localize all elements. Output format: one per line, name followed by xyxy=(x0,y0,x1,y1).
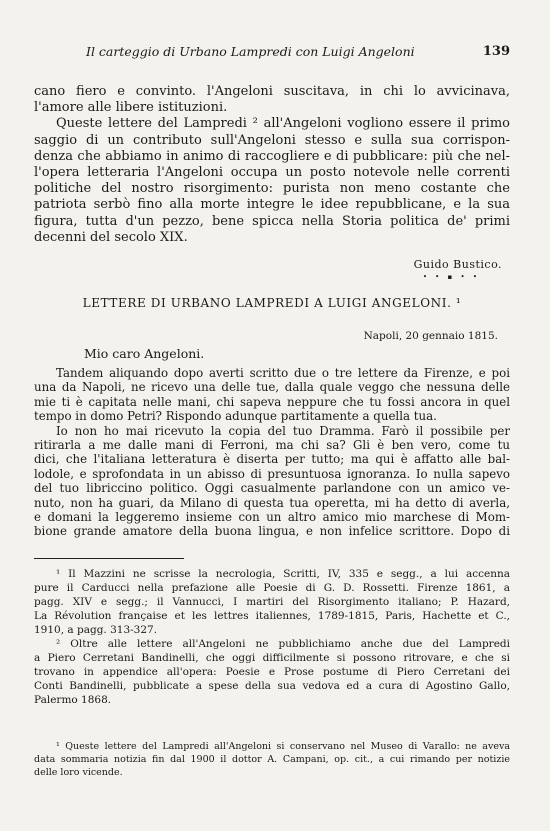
letter-salutation: Mio caro Angeloni. xyxy=(84,346,205,361)
signature-ornament: • • ▪ • • xyxy=(422,273,480,281)
text-line: lodole, e sprofondata in un abisso di presuntuosa ignoranza. Io nulla sapevo xyxy=(34,466,510,481)
footnote-divider xyxy=(34,558,184,559)
text-line: Queste lettere del Lampredi ² all'Angeloni vogliono essere il primo xyxy=(56,116,510,132)
running-header xyxy=(34,44,510,62)
footnote-line: ² Oltre alle lettere all'Angeloni ne pubblichiamo anche due del Lampredi xyxy=(56,638,510,650)
text-line: tempo in domo Petri? Rispondo adunque partitamente a quella tua. xyxy=(34,409,437,424)
text-line: Io non ho mai ricevuto la copia del tuo Dramma. Farò il possibile per xyxy=(56,423,510,438)
footnote-line: trovano in appendice all'opera: Poesie e Prose postume di Piero Cerretani dei xyxy=(34,666,510,678)
text-line: Tandem aliquando dopo averti scritto due o tre lettere da Firenze, e poi xyxy=(56,366,510,380)
secondary-footnotes xyxy=(34,740,510,779)
footnote-line: pure il Carducci nella prefazione alle Poesie di G. D. Rossetti. Firenze 1861, a xyxy=(34,582,510,594)
running-title: Il carteggio di Urbano Lampredi con Luigi Angeloni xyxy=(86,44,415,59)
text-line: denza che abbiamo in animo di raccogliere e di pubblicare: più che nel- xyxy=(34,148,510,164)
text-line: decenni del secolo XIX. xyxy=(34,229,188,245)
text-line: una da Napoli, ne ricevo una delle tue, dalla quale veggo che nessuna delle xyxy=(34,380,510,395)
text-line: patriota serbò fino alla morte integre le idee repubblicane, e la sua xyxy=(34,197,510,213)
footnote-line: La Révolution française et les lettres italiennes, 1789-1815, Paris, Hachette et C., xyxy=(34,610,510,622)
letter-text xyxy=(34,366,510,539)
footnote-line: 1910, a pagg. 313-327. xyxy=(34,624,158,636)
footnote-line: ¹ Queste lettere del Lampredi all'Angeloni si conservano nel Museo di Varallo: ne aveva xyxy=(56,741,510,752)
author-signature: Guido Bustico. xyxy=(413,258,502,271)
text-line: ritirarla a me dalle mani di Ferroni, ma chi sa? Gli è ben vero, come tu xyxy=(34,438,510,453)
letter-date: Napoli, 20 gennaio 1815. xyxy=(363,330,498,342)
text-line: l'amore alle libere istituzioni. xyxy=(34,100,228,116)
text-line: dici, che l'italiana letteratura è diserta per tutto; ma qui è affatto alle bal- xyxy=(34,452,510,467)
text-line: bione grande amatore della buona lingua, e non infelice scrittore. Dopo di xyxy=(34,524,510,539)
text-line: del tuo libriccino politico. Oggi casualmente parlandone con un amico ve- xyxy=(34,481,510,496)
section-title: LETTERE DI URBANO LAMPREDI A LUIGI ANGELONI. ¹ xyxy=(82,296,462,310)
footnote-line: data sommaria notizia fin dal 1900 il dottor A. Campani, op. cit., a cui rimando per notizie xyxy=(34,754,510,765)
text-line: nuto, non ha guari, da Milano di questa tua operetta, mi ha detto di averla, xyxy=(34,495,510,510)
footnote-line: Palermo 1868. xyxy=(34,694,112,706)
intro-paragraphs xyxy=(34,84,510,246)
text-line: l'opera letteraria l'Angeloni occupa un posto notevole nelle correnti xyxy=(34,165,510,181)
page-number: 139 xyxy=(482,44,510,59)
text-line: saggio di un contributo sull'Angeloni stesso e sulla sua corrispon- xyxy=(34,132,510,148)
footnote-line: delle loro vicende. xyxy=(34,767,123,778)
text-line: e domani la leggeremo insieme con un altro amico mio marchese di Mom- xyxy=(34,510,510,525)
text-line: politiche del nostro risorgimento: purista non meno costante che xyxy=(34,181,510,197)
text-line: figura, tutta d'un pezzo, bene spicca nella Storia politica de' primi xyxy=(34,213,510,229)
footnote-line: Conti Bandinelli, pubblicate a spese della sua vedova ed a cura di Agostino Gallo, xyxy=(34,680,510,692)
text-line: mie ti è capitata nelle mani, chi sapeva neppure che tu fossi ancora in quel xyxy=(34,394,510,409)
footnote-line: pagg. XIV e segg.; il Vannucci, I martiri del Risorgimento italiano; P. Hazard, xyxy=(34,596,510,608)
text-line: cano fiero e convinto. l'Angeloni suscitava, in chi lo avvicinava, xyxy=(34,84,510,99)
footnote-line: ¹ Il Mazzini ne scrisse la necrologia, Scritti, IV, 335 e segg., a lui accenna xyxy=(56,568,510,580)
footnotes xyxy=(34,567,510,707)
footnote-line: a Piero Cerretani Bandinelli, che oggi difficilmente si possono ritrovare, e che si xyxy=(34,652,510,664)
